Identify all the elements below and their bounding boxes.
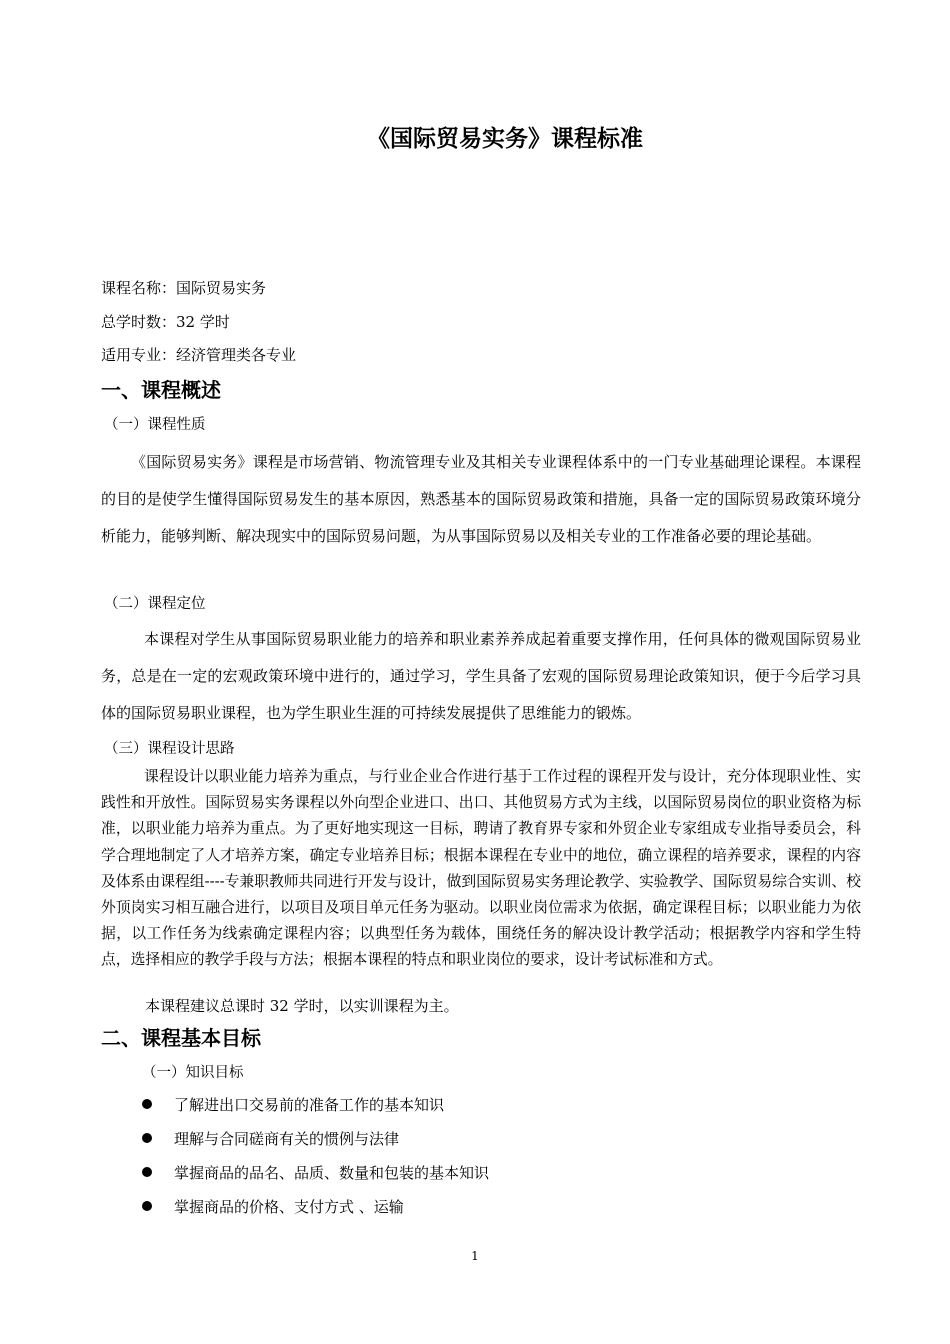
bullet-icon — [142, 1099, 152, 1109]
course-nature-paragraph: 《国际贸易实务》课程是市场营销、物流管理专业及其相关专业课程体系中的一门专业基础理论课程。本课程的目的是使学生懂得国际贸易发生的基本原因，熟悉基本的国际贸易政策和措施，具备一定的国际贸易政策环境分析能力，能够判断、解决现实中的国际贸易问题，为从事国际贸易以及相关专业的工作准备必要的理论基础。 — [101, 453, 861, 545]
course-positioning-paragraph: 本课程对学生从事国际贸易职业能力的培养和职业素养养成起着重要支撑作用，任何具体的微观国际贸易业务，总是在一定的宏观政策环境中进行的，通过学习，学生具备了宏观的国际贸易理论政策知识，便于今后学习具体的国际贸易职业课程，也为学生职业生涯的可持续发展提供了思维能力的锻炼。 — [101, 630, 861, 722]
section-1-heading: 一、课程概述 — [101, 378, 221, 402]
course-name: 课程名称：国际贸易实务 — [101, 279, 267, 297]
page-title: 《国际贸易实务》课程标准 — [367, 126, 643, 152]
bullet-icon — [142, 1133, 152, 1143]
section-1-2-heading: （二）课程定位 — [104, 596, 206, 612]
course-hours-note: 本课程建议总课时 32 学时，以实训课程为主。 — [145, 997, 459, 1015]
bullet-icon — [142, 1167, 152, 1177]
section-1-1-heading: （一）课程性质 — [104, 417, 206, 433]
list-item: 掌握商品的品名、品质、数量和包装的基本知识 — [142, 1162, 489, 1183]
section-1-3-heading: （三）课程设计思路 — [104, 741, 235, 757]
page-number: 1 — [471, 1249, 479, 1263]
list-item: 理解与合同磋商有关的惯例与法律 — [142, 1128, 399, 1149]
bullet-icon — [142, 1201, 152, 1211]
design-approach-paragraph: 课程设计以职业能力培养为重点，与行业企业合作进行基于工作过程的课程开发与设计，充分体现职业性、实践性和开放性。国际贸易实务课程以外向型企业进口、出口、其他贸易方式为主线，以国际贸易岗位的职业资格为标准，以职业能力培养为重点。为了更好地实现这一目标，聘请了教育界专家和外贸企业专家组成专业指导委员会，科学合理地制定了人才培养方案，确定专业培养目标；根据本课程在专业中的地位，确立课程的培养要求，课程的内容及体系由课程组----专兼职教师共同进行开发与设计，做到国际贸易实务理论教学、实验教学、国际贸易综合实训、校外顶岗实习相互融合进行，以项目及项目单元任务为驱动。以职业岗位需求为依据，确定课程目标；以职业能力为依据，以工作任务为线索确定课程内容；以典型任务为载体，围绕任务的解决设计教学活动；根据教学内容和学生特点，选择相应的教学手段与方法；根据本课程的特点和职业岗位的要求，设计考试标准和方式。 — [101, 768, 861, 969]
list-item: 掌握商品的价格、支付方式 、运输 — [142, 1196, 404, 1217]
section-2-1-heading: （一）知识目标 — [142, 1065, 244, 1081]
section-2-heading: 二、课程基本目标 — [101, 1026, 261, 1050]
total-hours: 总学时数：32 学时 — [101, 313, 230, 331]
list-item: 了解进出口交易前的准备工作的基本知识 — [142, 1094, 444, 1115]
applicable-majors: 适用专业：经济管理类各专业 — [101, 346, 297, 364]
